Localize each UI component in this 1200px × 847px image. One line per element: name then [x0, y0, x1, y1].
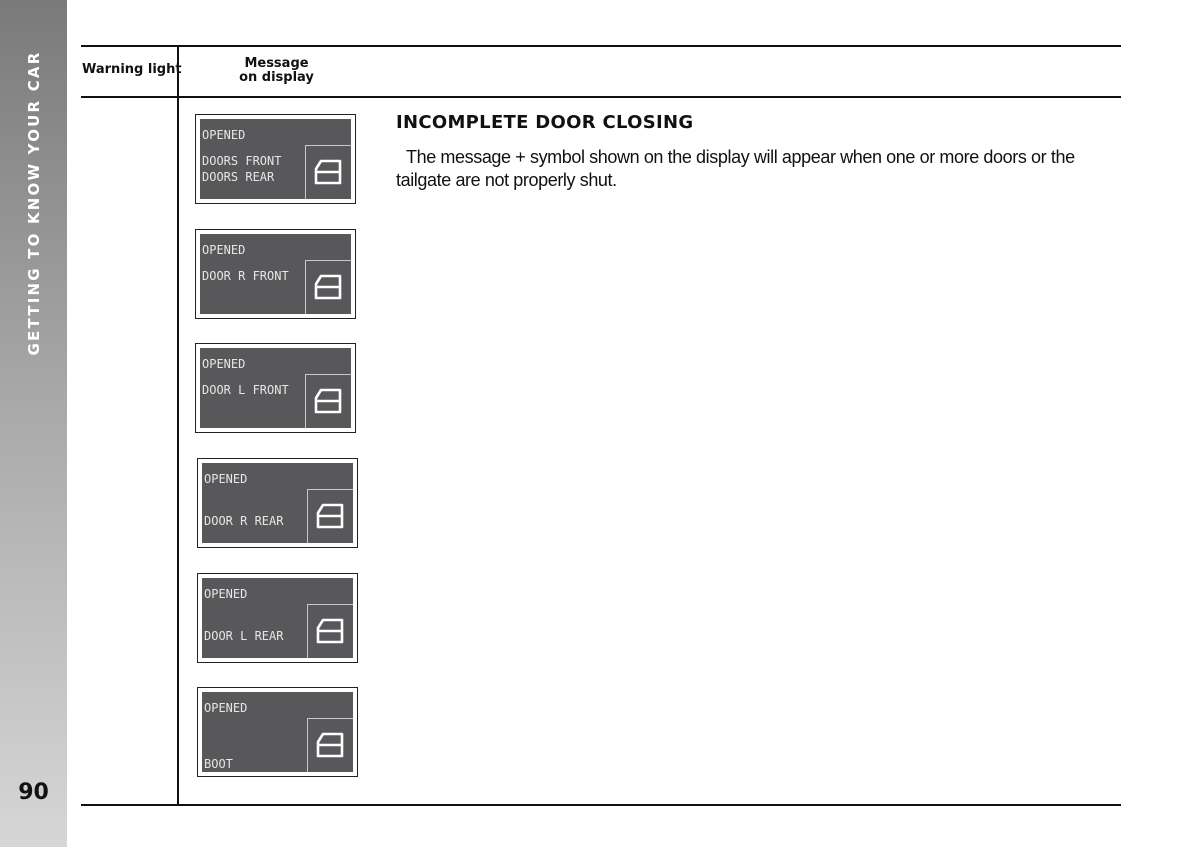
display-boot: [197, 687, 358, 777]
display-line-1: OPENED: [202, 357, 246, 371]
door-open-icon: [307, 604, 353, 658]
section-body: The message + symbol shown on the display will appear when one or more doors or the tailgate are not properly shut.: [396, 147, 1075, 190]
sidebar: [0, 0, 67, 847]
display-line-1: OPENED: [204, 472, 248, 486]
table-column-divider: [177, 45, 179, 806]
table-header-rule: [81, 96, 1121, 98]
display-line-2: DOOR L REAR: [204, 629, 284, 643]
chapter-title: GETTING TO KNOW YOUR CAR: [25, 50, 43, 356]
door-open-icon: [307, 718, 353, 772]
display-doors-front-rear: [195, 114, 356, 204]
display-line-1: OPENED: [202, 128, 246, 142]
display-door-r-front: [195, 229, 356, 319]
display-line-2: DOOR R REAR: [204, 514, 284, 528]
display-screen: [200, 234, 351, 314]
display-line-3: DOORS REAR: [202, 170, 275, 184]
door-open-icon: [305, 374, 351, 428]
display-line-2: DOORS FRONT: [202, 154, 282, 168]
page-number: 90: [18, 780, 49, 805]
section-title: INCOMPLETE DOOR CLOSING: [396, 112, 694, 133]
table-top-rule: [81, 45, 1121, 47]
display-door-l-front: [195, 343, 356, 433]
display-door-r-rear: [197, 458, 358, 548]
door-open-icon: [305, 260, 351, 314]
header-warning-light: Warning light: [82, 62, 182, 77]
display-screen: [202, 692, 353, 772]
display-screen: [202, 578, 353, 658]
display-line-2: BOOT: [204, 757, 233, 771]
header-message-line2: on display: [239, 70, 314, 85]
display-line-1: OPENED: [204, 701, 248, 715]
table-bottom-rule: [81, 804, 1121, 806]
door-open-icon: [307, 489, 353, 543]
header-message-line1: Message: [244, 56, 309, 71]
display-line-1: OPENED: [204, 587, 248, 601]
display-door-l-rear: [197, 573, 358, 663]
display-line-2: DOOR L FRONT: [202, 383, 289, 397]
display-screen: [202, 463, 353, 543]
display-line-2: DOOR R FRONT: [202, 269, 289, 283]
display-screen: [200, 348, 351, 428]
door-open-icon: [305, 145, 351, 199]
display-line-1: OPENED: [202, 243, 246, 257]
header-message-on-display: [179, 57, 374, 85]
display-screen: [200, 119, 351, 199]
